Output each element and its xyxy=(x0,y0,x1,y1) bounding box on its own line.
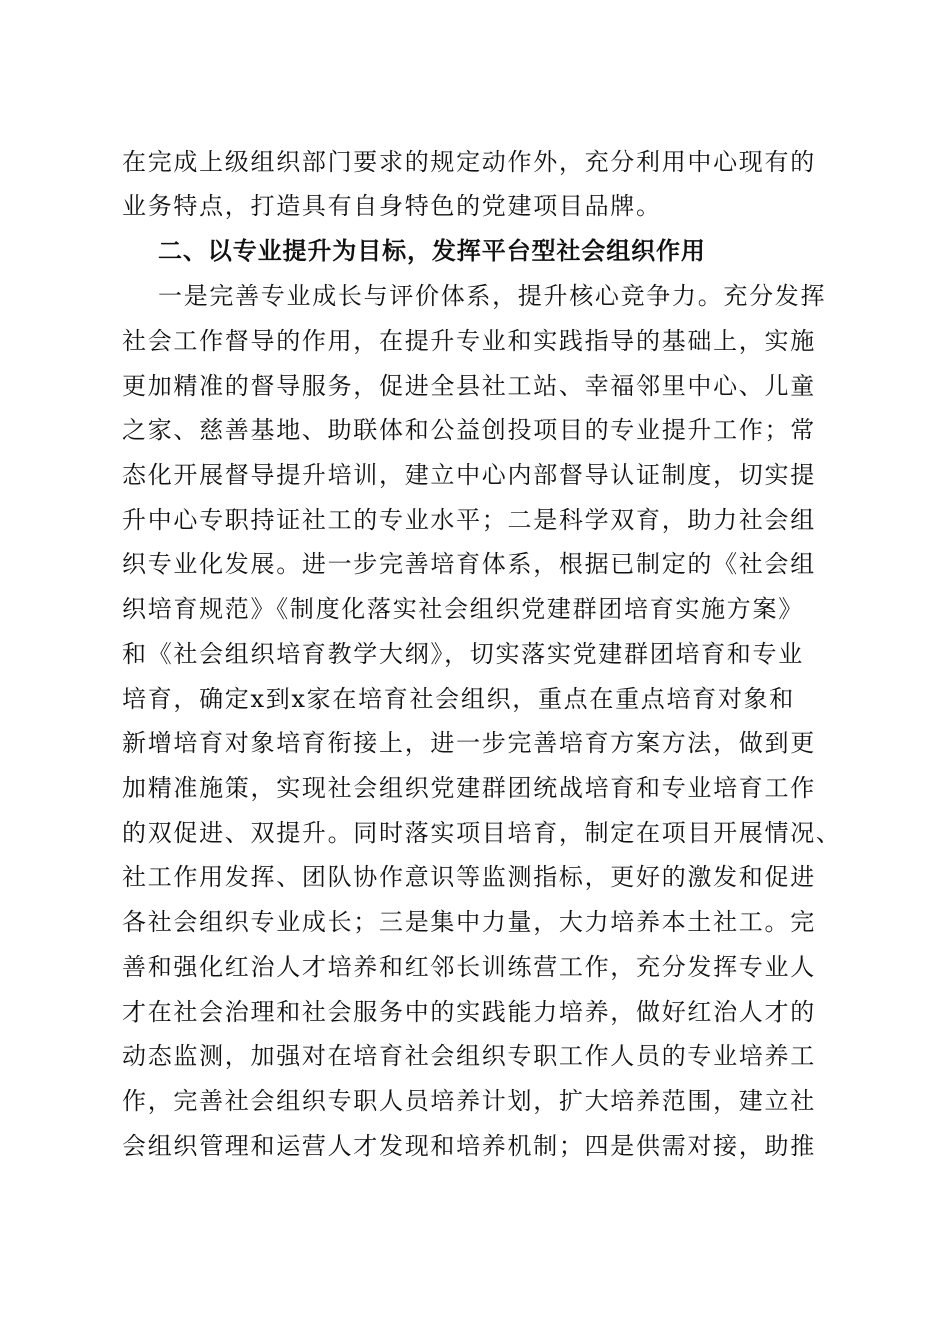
body-text-line: 业务特点，打造具有自身特色的党建项目品牌。 xyxy=(122,192,662,220)
body-text-line: 之家、慈善基地、助联体和公益创投项目的专业提升工作；常 xyxy=(122,416,816,444)
body-text-line: 各社会组织专业成长；三是集中力量，大力培养本土社工。完 xyxy=(122,908,816,936)
body-text-line: 社会工作督导的作用，在提升专业和实践指导的基础上，实施 xyxy=(122,327,816,355)
body-text-line: 培育，确定x到x家在培育社会组织，重点在重点培育对象和 xyxy=(122,685,795,713)
body-text-line: 织培育规范》《制度化落实社会组织党建群团培育实施方案》 xyxy=(122,595,804,623)
body-text-line: 社工作用发挥、团队协作意识等监测指标，更好的激发和促进 xyxy=(122,863,816,891)
section-heading: 二、以专业提升为目标，发挥平台型社会组织作用 xyxy=(158,237,706,265)
body-text-line: 更加精准的督导服务，促进全县社工站、幸福邻里中心、儿童 xyxy=(122,372,816,400)
body-text-line: 一是完善专业成长与评价体系，提升核心竞争力。充分发挥 xyxy=(158,282,827,310)
body-text-line: 才在社会治理和社会服务中的实践能力培养，做好红治人才的 xyxy=(122,998,816,1026)
body-text-line: 会组织管理和运营人才发现和培养机制；四是供需对接，助推 xyxy=(122,1132,816,1160)
body-text-line: 动态监测，加强对在培育社会组织专职工作人员的专业培养工 xyxy=(122,1042,816,1070)
body-text-line: 升中心专职持证社工的专业水平；二是科学双育，助力社会组 xyxy=(122,506,816,534)
body-text-line: 作，完善社会组织专职人员培养计划，扩大培养范围，建立社 xyxy=(122,1087,816,1115)
body-text-line: 的双促进、双提升。同时落实项目培育，制定在项目开展情况、 xyxy=(122,819,842,847)
body-text-line: 织专业化发展。进一步完善培育体系，根据已制定的《社会组 xyxy=(122,550,816,578)
body-text-line: 在完成上级组织部门要求的规定动作外，充分利用中心现有的 xyxy=(122,148,816,176)
body-text-line: 和《社会组织培育教学大纲》，切实落实党建群团培育和专业 xyxy=(122,640,804,668)
body-text-line: 善和强化红治人才培养和红邻长训练营工作，充分发挥专业人 xyxy=(122,953,816,981)
body-text-line: 态化开展督导提升培训，建立中心内部督导认证制度，切实提 xyxy=(122,461,816,489)
body-text-line: 新增培育对象培育衔接上，进一步完善培育方案方法，做到更 xyxy=(122,729,816,757)
body-text-line: 加精准施策，实现社会组织党建群团统战培育和专业培育工作 xyxy=(122,774,816,802)
